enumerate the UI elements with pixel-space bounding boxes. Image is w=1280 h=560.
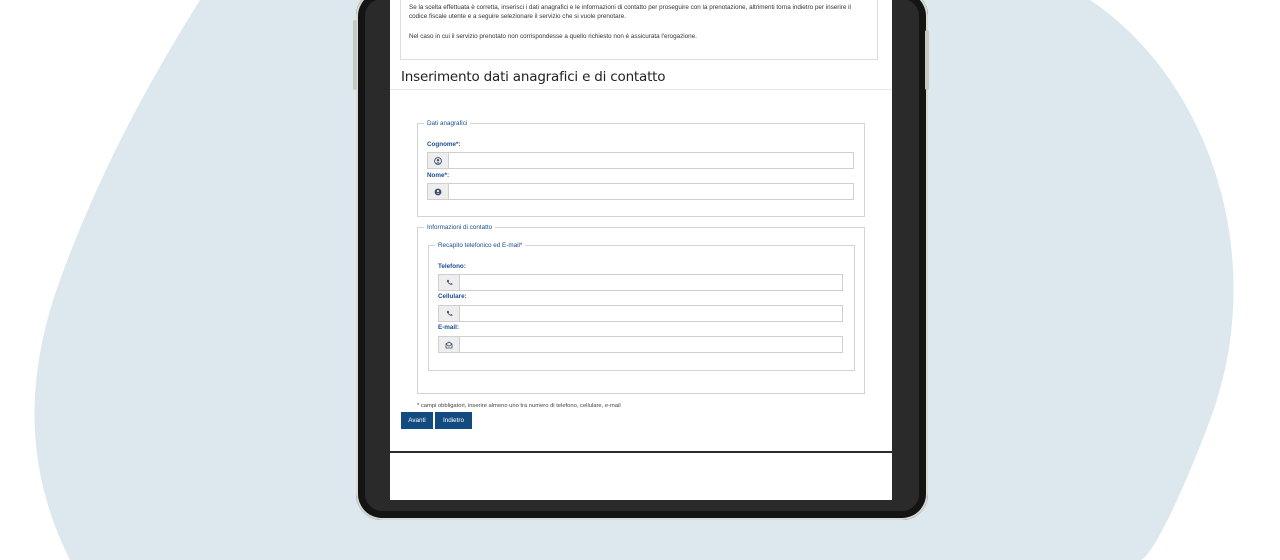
label-telefono: Telefono: (438, 263, 466, 270)
avanti-button[interactable]: Avanti (401, 412, 433, 429)
envelope-icon (439, 337, 460, 352)
user-circle-icon (428, 153, 449, 168)
legend-dati-anagrafici: Dati anagrafici (427, 120, 468, 127)
nome-input[interactable] (449, 184, 853, 199)
screen-bottom-area (390, 453, 892, 500)
phone-icon (439, 275, 460, 290)
phone-icon (439, 306, 460, 321)
info-text: Se la scelta effettuata è corretta, inserisci i dati anagrafici e le informazioni di contatto per proseguire con la prenotazione, altrimenti torna indietro per inserire il codice fiscale utente e a seguire selezionare il servizio che si vuole prenotare. (409, 4, 851, 20)
divider (390, 89, 892, 90)
cellulare-input-group (438, 305, 843, 322)
legend-informazioni-contatto: Informazioni di contatto (427, 224, 493, 231)
cognome-input[interactable] (449, 153, 853, 168)
indietro-button[interactable]: Indietro (435, 412, 472, 429)
label-cognome: Cognome*: (427, 141, 461, 148)
user-icon (428, 184, 449, 199)
phone-side-button (925, 30, 929, 90)
required-fields-note: * campi obbligatori, inserire almeno uno tra numero di telefono, cellulare, e-mail (417, 403, 621, 409)
nome-input-group (427, 183, 854, 200)
label-nome: Nome*: (427, 172, 450, 179)
phone-side-button (353, 20, 357, 90)
phone-screen (390, 0, 892, 500)
telefono-input[interactable] (460, 275, 842, 290)
legend-recapito: Recapito telefonico ed E-mail* (438, 242, 523, 249)
info-text: Nel caso in cui il servizio prenotato non corrispondesse a quello richiesto non è assicurata l'erogazione. (409, 33, 697, 40)
section-title: Inserimento dati anagrafici e di contatto (401, 69, 666, 85)
label-cellulare: Cellulare: (438, 293, 467, 300)
telefono-input-group (438, 274, 843, 291)
cognome-input-group (427, 152, 854, 169)
info-box (400, 0, 878, 60)
cellulare-input[interactable] (460, 306, 842, 321)
email-input-group (438, 336, 843, 353)
label-email: E-mail: (438, 324, 459, 331)
email-input[interactable] (460, 337, 842, 352)
